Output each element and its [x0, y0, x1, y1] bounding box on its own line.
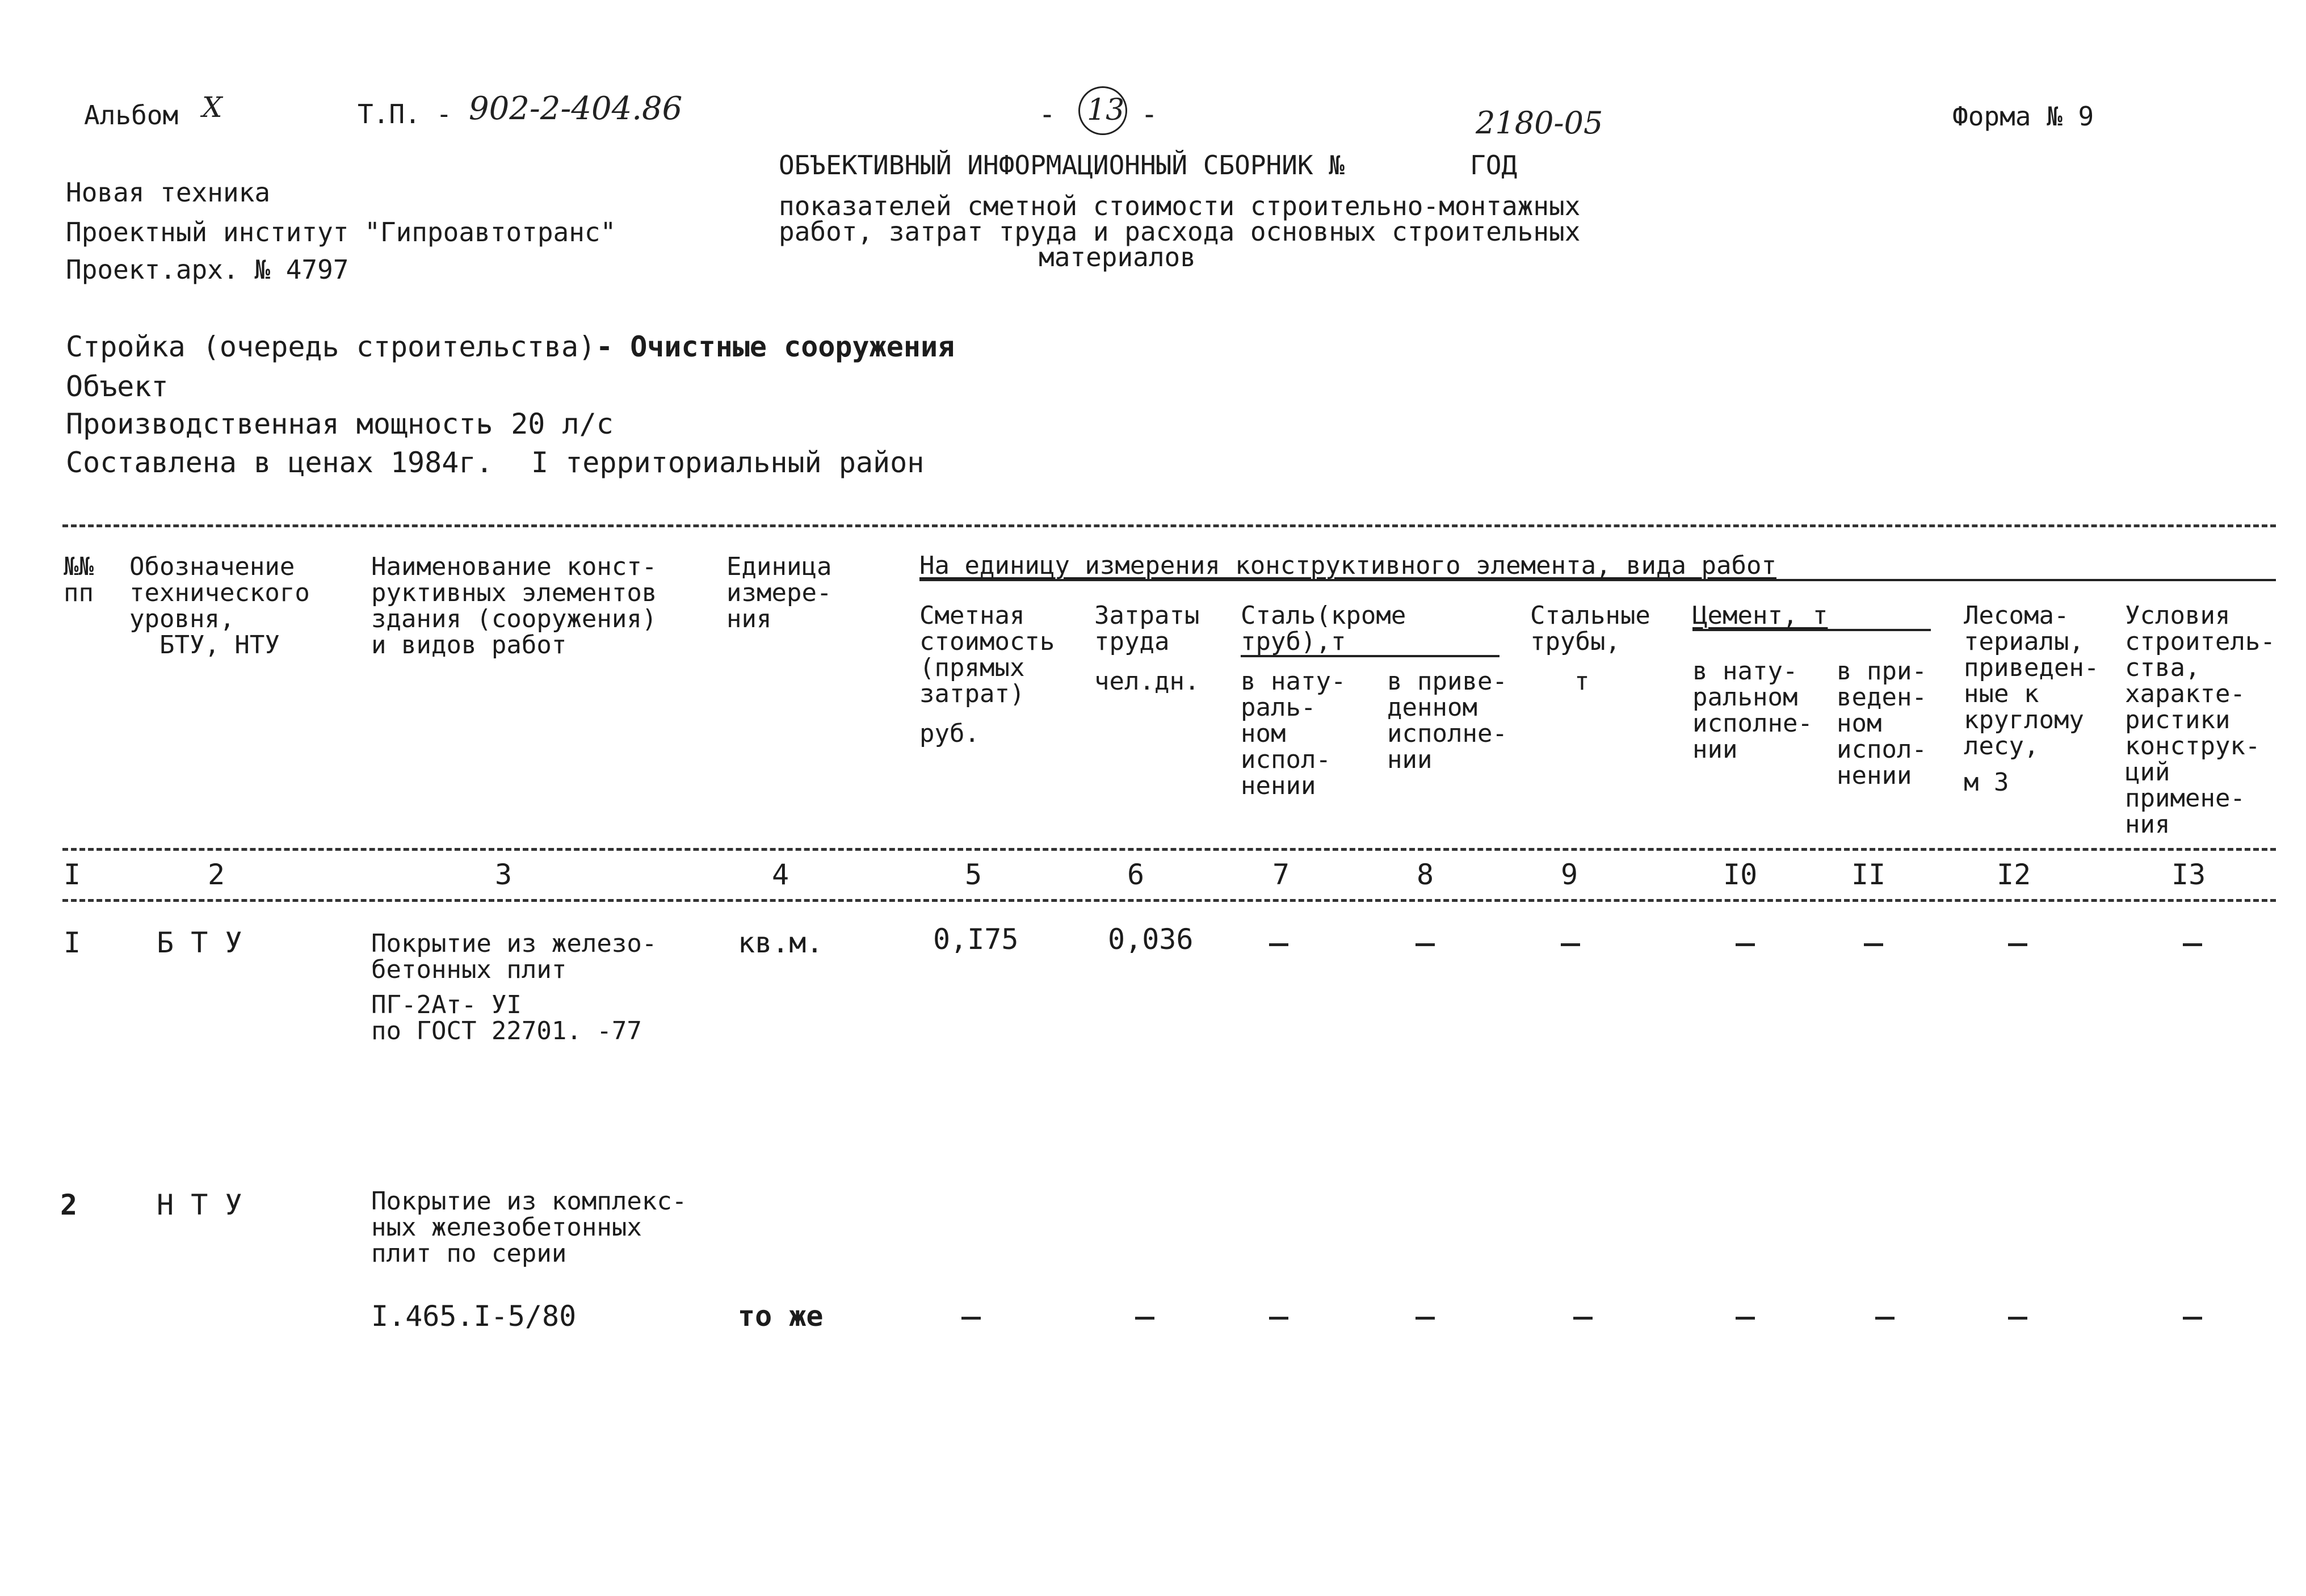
row-2-name: Покрытие из комплекс- ных железобетонных плит по серии — [371, 1187, 687, 1268]
org-line-3: Проект.арх. № 4797 — [66, 254, 349, 285]
header-cement-reduced: в при- веден- ном испол- нении — [1837, 657, 1927, 790]
header-cost-unit: руб. — [919, 719, 980, 748]
header-timber-unit: м 3 — [1964, 768, 2009, 797]
object-label: Объект — [66, 370, 169, 403]
row-1-name: Покрытие из железо- бетонных плит — [371, 929, 657, 984]
collection-subtitle-2: работ, затрат труда и расхода основных строительных — [779, 216, 1581, 247]
row-2-dash-13 — [2183, 1317, 2202, 1320]
row-2-dash-8 — [1415, 1317, 1435, 1320]
row-2-dash-6 — [1135, 1317, 1154, 1320]
row-1-unit: кв.м. — [738, 926, 824, 959]
row-1-dash-13 — [2183, 943, 2202, 946]
document-code: 2180-05 — [1476, 105, 1603, 141]
row-1-dash-10 — [1736, 943, 1755, 946]
page-number: 13 — [1087, 93, 1125, 127]
row-1-dash-11 — [1864, 943, 1883, 946]
header-group-rule — [919, 579, 2276, 581]
row-2-number: 2 — [60, 1188, 78, 1221]
page-dash-left: - — [1039, 98, 1056, 131]
header-labor-unit: чел.дн. — [1094, 667, 1200, 696]
row-1-level: Б Т У — [157, 926, 242, 959]
tp-label: Т.П. - — [358, 99, 452, 129]
header-conditions: Условия строитель- ства, характе- ристики конструк- ций примене- ния — [2125, 601, 2275, 839]
col-number-12: I2 — [1997, 858, 2031, 891]
row-1-dash-9 — [1561, 943, 1580, 946]
col-number-8: 8 — [1417, 858, 1434, 891]
header-timber: Лесома- териалы, приведен- ные к круглому лесу, — [1964, 601, 2099, 761]
capacity-label: Производственная мощность — [66, 408, 493, 440]
org-line-1: Новая техника — [66, 177, 271, 208]
tp-code: 902-2-404.86 — [469, 90, 683, 127]
org-line-2: Проектный институт "Гипроавтотранс" — [66, 217, 616, 247]
collection-subtitle-1: показателей сметной стоимости строительно-монтажных — [779, 191, 1581, 221]
header-pipes: Стальные трубы, — [1530, 601, 1650, 656]
col-number-5: 5 — [965, 858, 982, 891]
collection-title: ОБЪЕКТИВНЫЙ ИНФОРМАЦИОННЫЙ СБОРНИК № — [779, 150, 1345, 180]
row-1-dash-8 — [1415, 943, 1435, 946]
row-1-dash-12 — [2008, 943, 2027, 946]
row-1-spec: ПГ-2Ат- УI по ГОСТ 22701. -77 — [371, 990, 642, 1045]
row-1-dash-7 — [1269, 943, 1288, 946]
header-steel-natural: в нату- раль- ном испол- нении — [1241, 667, 1346, 800]
region-value: I территориальный район — [531, 446, 925, 479]
form-number: Форма № 9 — [1952, 101, 2094, 132]
header-cost: Сметная стоимость (прямых затрат) — [919, 601, 1055, 708]
header-group: На единицу измерения конструктивного элемента, вида работ — [919, 551, 1776, 580]
col-number-11: II — [1851, 858, 1886, 891]
numbers-bottom-rule — [62, 899, 2276, 902]
header-steel-rule — [1241, 655, 1499, 657]
album-number: X — [202, 91, 222, 124]
header-bottom-rule — [62, 848, 2276, 851]
prices-label: Составлена в ценах 1984г. — [66, 446, 493, 479]
row-2-dash-7 — [1269, 1317, 1288, 1320]
construction-label: Стройка (очередь строительства) — [66, 330, 596, 363]
row-2-dash-9 — [1573, 1317, 1593, 1320]
col-number-2: 2 — [208, 858, 225, 891]
col-number-6: 6 — [1127, 858, 1145, 891]
header-number: №№ пп — [64, 552, 94, 607]
capacity-value: - 20 л/с — [477, 408, 614, 440]
row-1-cost: 0,I75 — [933, 923, 1019, 956]
header-steel: Сталь(кроме труб),т — [1241, 601, 1406, 656]
col-number-7: 7 — [1272, 858, 1290, 891]
header-labor: Затраты труда — [1094, 601, 1200, 656]
collection-subtitle-3: материалов — [1039, 242, 1196, 272]
col-number-13: I3 — [2171, 858, 2206, 891]
header-cement-rule — [1692, 629, 1931, 631]
year-label: ГОД — [1470, 150, 1518, 180]
col-number-1: I — [64, 858, 81, 891]
header-steel-reduced: в приве- денном исполне- нии — [1387, 667, 1507, 774]
row-2-series: I.465.I-5/80 — [371, 1300, 577, 1333]
row-2-dash-11 — [1875, 1317, 1895, 1320]
row-1-number: I — [64, 926, 81, 959]
col-number-10: I0 — [1723, 858, 1758, 891]
row-2-unit: то же — [738, 1300, 824, 1333]
header-cement-natural: в нату- ральном исполне- нии — [1692, 657, 1813, 764]
row-2-dash-10 — [1736, 1317, 1755, 1320]
row-2-level: Н Т У — [157, 1188, 242, 1221]
header-level: Обозначение технического уровня, БТУ, НТУ — [129, 552, 310, 660]
header-name: Наименование конст- руктивных элементов здания (сооружения) и видов работ — [371, 552, 657, 660]
header-cement: Цемент, т — [1692, 601, 1828, 630]
row-1-labor: 0,036 — [1108, 923, 1194, 956]
construction-value: - Очистные сооружения — [596, 330, 955, 363]
album-label: Альбом — [84, 100, 179, 131]
col-number-3: 3 — [495, 858, 513, 891]
header-pipes-unit: т — [1574, 667, 1590, 696]
table-top-rule — [62, 524, 2276, 527]
header-unit: Единица измере- ния — [726, 552, 832, 633]
row-2-dash-12 — [2008, 1317, 2027, 1320]
page-dash-right: - — [1141, 98, 1158, 131]
col-number-9: 9 — [1561, 858, 1578, 891]
col-number-4: 4 — [772, 858, 789, 891]
row-2-dash-5 — [961, 1317, 981, 1320]
